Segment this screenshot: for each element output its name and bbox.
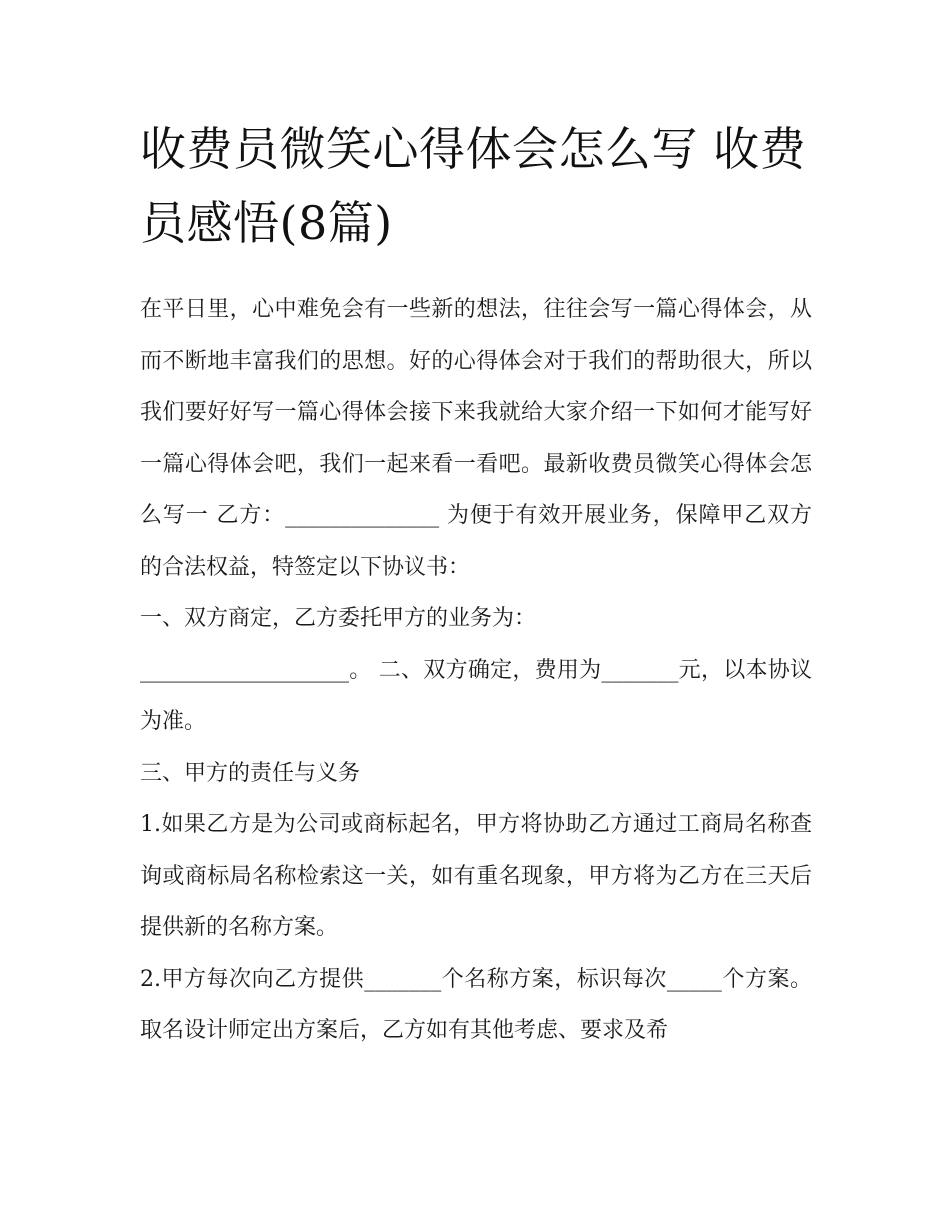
paragraph-item-2: ___________________。 二、双方确定，费用为_______元，以本协议为准。 [140,657,812,734]
paragraph-item-3: 三、甲方的责任与义务 [140,760,361,786]
paragraph-item-1: 一、双方商定，乙方委托甲方的业务为： [140,606,537,631]
document-title: 收费员微笑心得体会怎么写 收费员感悟(8篇) [140,122,807,250]
paragraph-clause-2: 2.甲方每次向乙方提供_______个名称方案，标识每次_____个方案。取名设计师定出方案后，乙方如有其他考虑、要求及希 [140,966,812,1043]
document-body [140,284,812,1057]
paragraph-intro: 在平日里，心中难免会有一些新的想法，往往会写一篇心得体会，从而不断地丰富我们的思想。好的心得体会对于我们的帮助很大，所以我们要好好写一篇心得体会接下来我就给大家介绍一下如何才能写好一篇心得体会吧，我们一起来看一看吧。最新收费员微笑心得体会怎么写一 乙方：______________ 为便于有效开展业务，保障甲乙双方的合法权益，特签定以下协议书： [140,297,812,580]
document-content [140,112,812,1057]
paragraph-clause-1: 1.如果乙方是为公司或商标起名，甲方将协助乙方通过工商局名称查询或商标局名称检索这一关，如有重名现象，甲方将为乙方在三天后提供新的名称方案。 [140,812,812,940]
